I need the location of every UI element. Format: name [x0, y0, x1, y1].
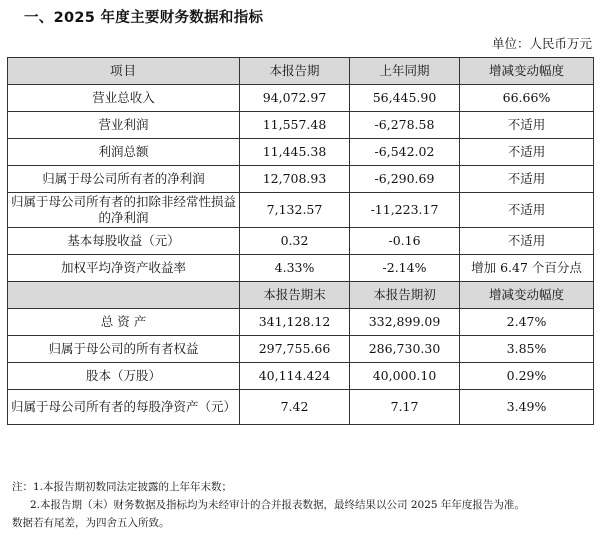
- row-label: 归属于母公司的所有者权益: [8, 336, 240, 363]
- table-row: [8, 309, 594, 336]
- financial-table: [7, 57, 594, 425]
- footnotes: [12, 478, 596, 532]
- row-prior: -0.16: [350, 228, 460, 255]
- row-prior: -6,290.69: [350, 166, 460, 193]
- section-title: 一、2025 年度主要财务数据和指标: [24, 10, 264, 26]
- row-current: 4.33%: [240, 255, 350, 282]
- row-change: 不适用: [460, 139, 594, 166]
- row-prior: -2.14%: [350, 255, 460, 282]
- row-label: 总 资 产: [8, 309, 240, 336]
- row-change: 不适用: [460, 193, 594, 228]
- subheader-cell-change: 增减变动幅度: [460, 282, 594, 309]
- table-row: [8, 255, 594, 282]
- row-label: 归属于母公司所有者的净利润: [8, 166, 240, 193]
- table-header-row: [8, 58, 594, 85]
- footnote-1: 注：1.本报告期初数同法定披露的上年年末数；: [12, 481, 233, 493]
- table-row: [8, 228, 594, 255]
- unit-label: 单位：人民币万元: [491, 36, 592, 51]
- row-current: 40,114.424: [240, 363, 350, 390]
- table-row: [8, 112, 594, 139]
- row-label: 利润总额: [8, 139, 240, 166]
- table-row: [8, 139, 594, 166]
- table-row: [8, 166, 594, 193]
- row-change: 不适用: [460, 112, 594, 139]
- row-current: 0.32: [240, 228, 350, 255]
- row-current: 12,708.93: [240, 166, 350, 193]
- header-cell-change: 增减变动幅度: [460, 58, 594, 85]
- subheader-cell-period-start: 本报告期初: [350, 282, 460, 309]
- subheader-cell-period-end: 本报告期末: [240, 282, 350, 309]
- row-current: 341,128.12: [240, 309, 350, 336]
- row-change: 不适用: [460, 228, 594, 255]
- row-current: 297,755.66: [240, 336, 350, 363]
- row-current: 7.42: [240, 390, 350, 425]
- row-prior: -6,278.58: [350, 112, 460, 139]
- row-change: 不适用: [460, 166, 594, 193]
- row-label: 归属于母公司所有者的每股净资产（元）: [8, 390, 240, 425]
- row-change: 2.47%: [460, 309, 594, 336]
- table-row: [8, 193, 594, 228]
- row-change: 3.85%: [460, 336, 594, 363]
- header-cell-prior: 上年同期: [350, 58, 460, 85]
- row-prior: 332,899.09: [350, 309, 460, 336]
- header-cell-current: 本报告期: [240, 58, 350, 85]
- row-prior: 40,000.10: [350, 363, 460, 390]
- row-current: 94,072.97: [240, 85, 350, 112]
- row-current: 7,132.57: [240, 193, 350, 228]
- row-label: 加权平均净资产收益率: [8, 255, 240, 282]
- row-label: 基本每股收益（元）: [8, 228, 240, 255]
- row-change: 3.49%: [460, 390, 594, 425]
- row-prior: -11,223.17: [350, 193, 460, 228]
- row-prior: 286,730.30: [350, 336, 460, 363]
- row-label: 股本（万股）: [8, 363, 240, 390]
- row-label: 营业利润: [8, 112, 240, 139]
- row-label: 营业总收入: [8, 85, 240, 112]
- header-cell-item: 项目: [8, 58, 240, 85]
- table-row: [8, 390, 594, 425]
- row-change: 0.29%: [460, 363, 594, 390]
- row-prior: 7.17: [350, 390, 460, 425]
- table-subheader-row: [8, 282, 594, 309]
- table-row: [8, 336, 594, 363]
- table-row: [8, 85, 594, 112]
- row-change: 66.66%: [460, 85, 594, 112]
- row-current: 11,557.48: [240, 112, 350, 139]
- row-prior: -6,542.02: [350, 139, 460, 166]
- table-row: [8, 363, 594, 390]
- row-current: 11,445.38: [240, 139, 350, 166]
- subheader-cell-empty: [8, 282, 240, 309]
- row-change: 增加 6.47 个百分点: [460, 255, 594, 282]
- row-prior: 56,445.90: [350, 85, 460, 112]
- footnote-2: 2.本报告期（末）财务数据及指标均为未经审计的合并报表数据，最终结果以公司 2025 年年度报告为准。: [30, 499, 525, 511]
- footnote-3: 数据若有尾差，为四舍五入所致。: [12, 517, 170, 529]
- row-label: 归属于母公司所有者的扣除非经常性损益的净利润: [8, 193, 240, 228]
